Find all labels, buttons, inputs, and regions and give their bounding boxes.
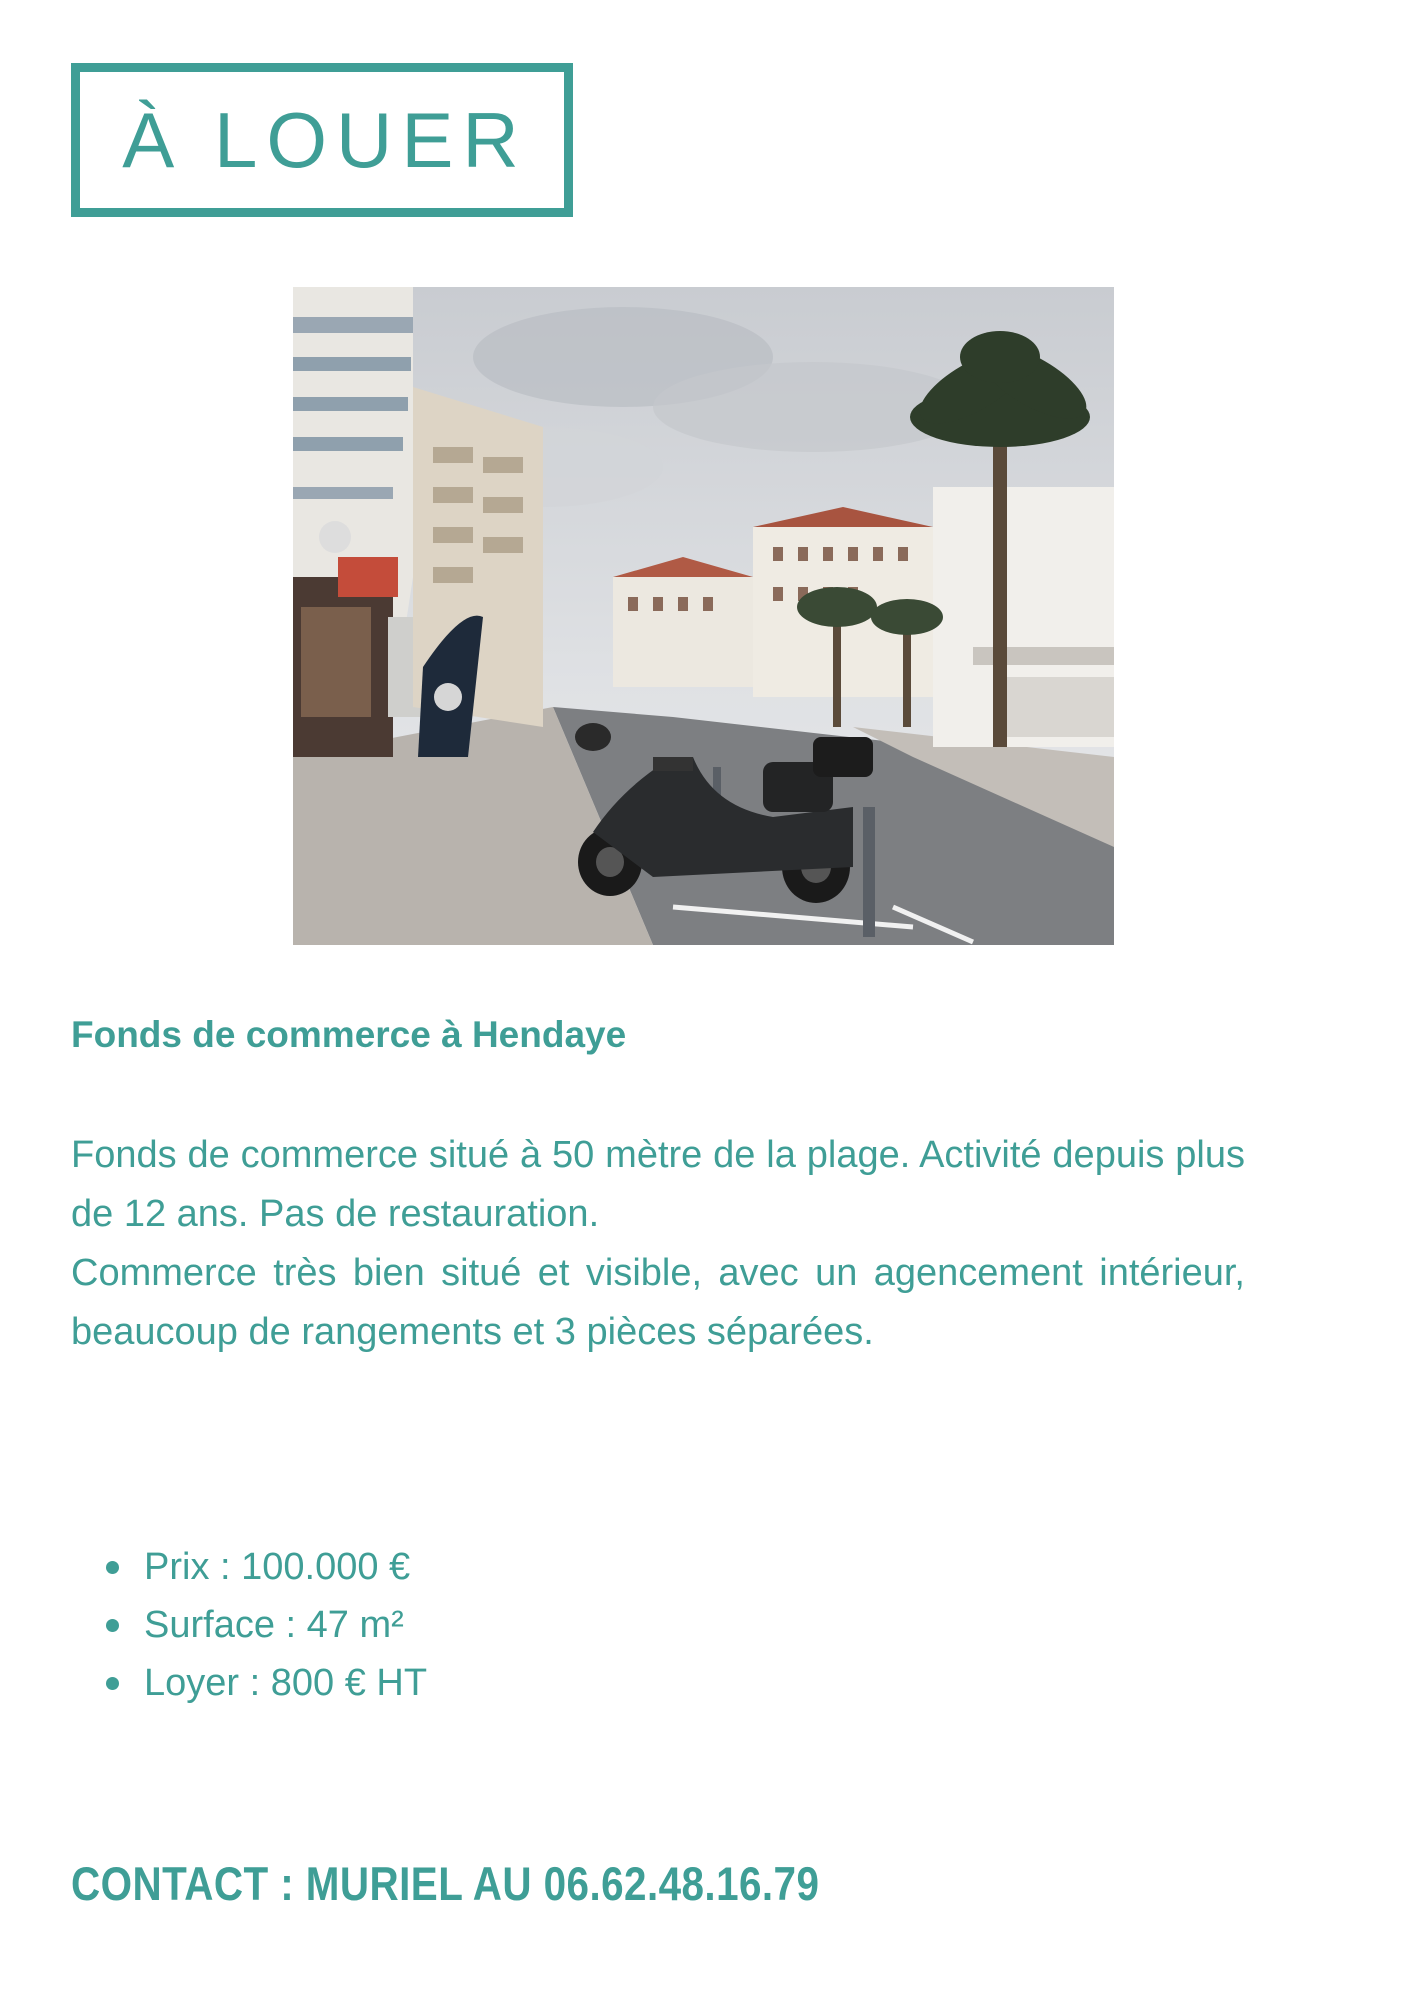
spec-item-surface <box>71 1596 427 1654</box>
spec-item-price <box>71 1538 427 1596</box>
spec-item-rent <box>71 1654 427 1712</box>
bullet-icon <box>106 1561 119 1574</box>
listing-title: Fonds de commerce à Hendaye <box>71 1014 627 1055</box>
bullet-icon <box>106 1677 119 1690</box>
description-paragraph-1: Fonds de commerce situé à 50 mètre de la plage. Activité depuis plus de 12 ans. Pas de restauration. <box>71 1134 1245 1235</box>
description-paragraph-2: Commerce très bien situé et visible, avec un agencement intérieur, beaucoup de rangements et 3 pièces séparées. <box>71 1252 1245 1353</box>
spec-label: Prix : 100.000 € <box>144 1546 411 1588</box>
listing-description <box>71 1126 1245 1362</box>
street-scene-photo <box>293 287 1114 945</box>
spec-label: Loyer : 800 € HT <box>144 1662 428 1704</box>
bullet-icon <box>106 1619 119 1632</box>
page-title: À LOUER <box>122 95 528 184</box>
contact-line: CONTACT : MURIEL AU 06.62.48.16.79 <box>71 1857 820 1910</box>
for-rent-banner <box>71 63 573 217</box>
specs-list <box>71 1538 427 1712</box>
spec-label: Surface : 47 m² <box>144 1604 404 1646</box>
